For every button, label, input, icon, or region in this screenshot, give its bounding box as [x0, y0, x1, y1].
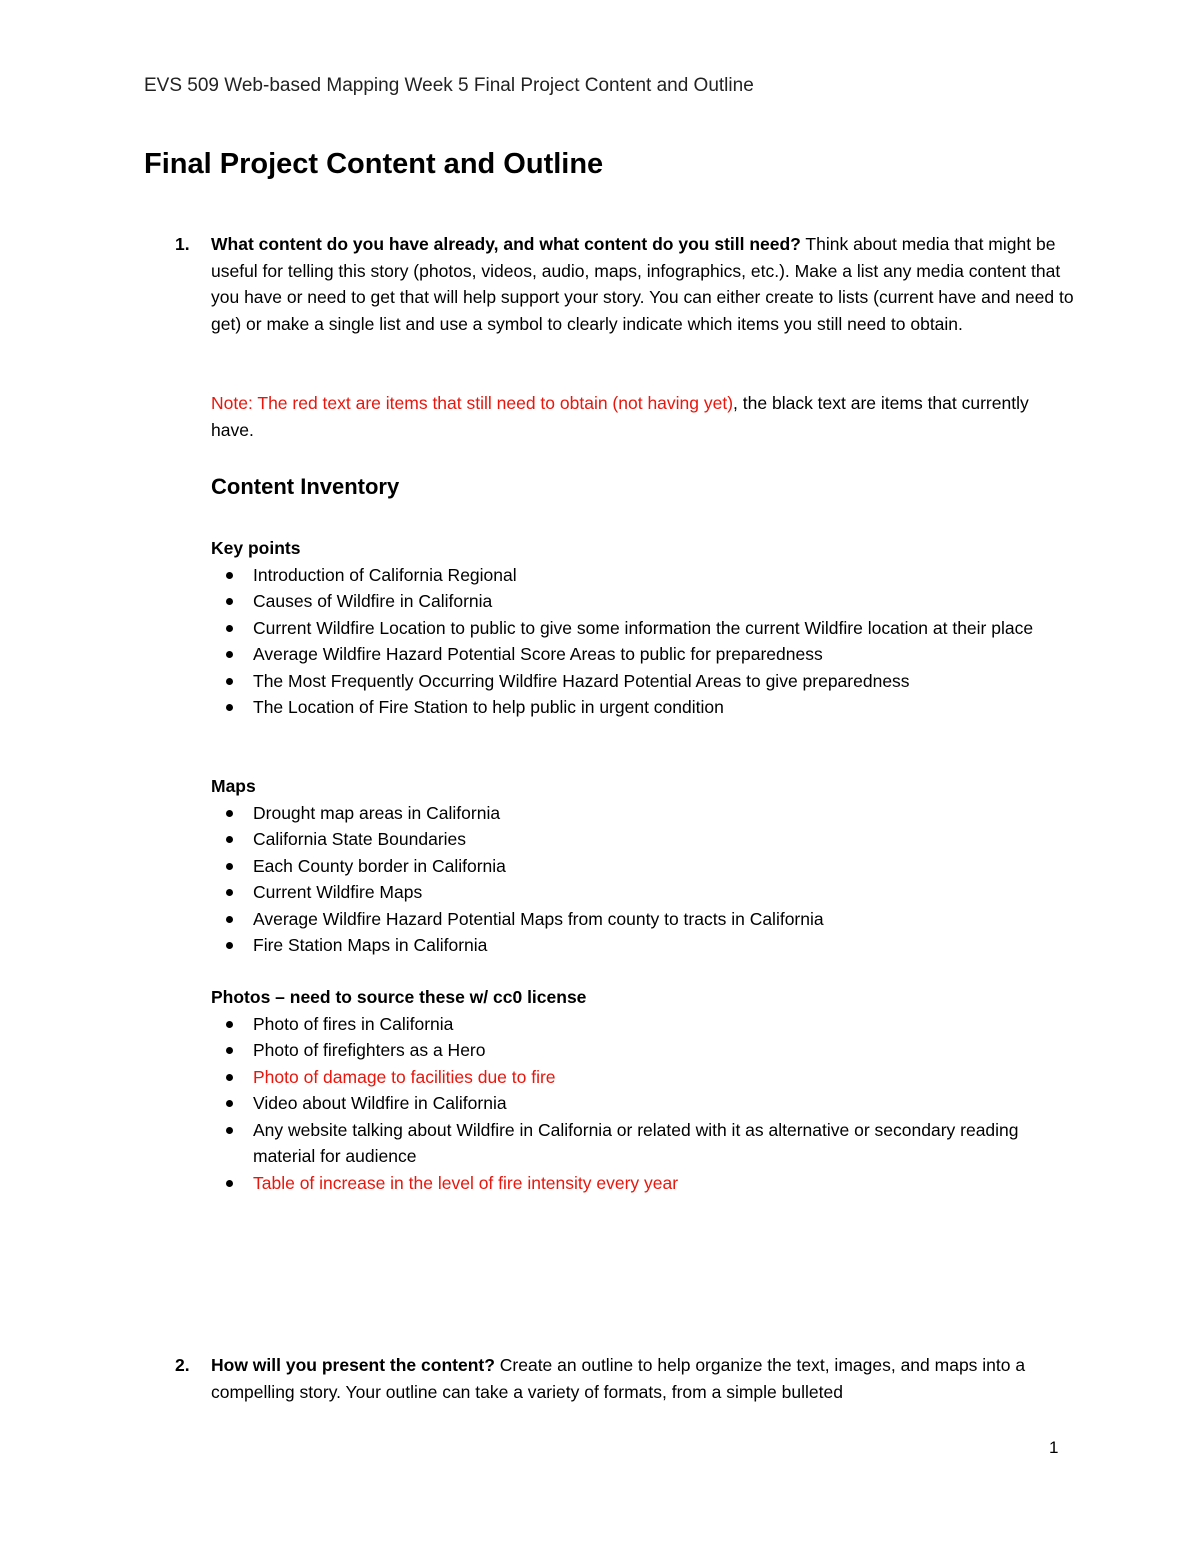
list-item — [211, 826, 1071, 853]
bullet-icon — [226, 704, 233, 711]
group-label: Photos – need to source these w/ cc0 license — [211, 987, 587, 1007]
list-item-text: Average Wildfire Hazard Potential Maps from county to tracts in California — [253, 908, 824, 929]
bullet-icon — [226, 1127, 233, 1134]
list-item-text: Any website talking about Wildfire in California or related with it as alternative or secondary reading material for audience — [253, 1119, 1019, 1166]
group-label: Key points — [211, 538, 301, 558]
list-item-text: Fire Station Maps in California — [253, 935, 488, 955]
bullet-icon — [226, 572, 233, 579]
list-item — [211, 562, 1071, 589]
question-2 — [144, 1352, 1074, 1405]
list-item-text: Causes of Wildfire in California — [253, 591, 493, 611]
bullet-icon — [226, 625, 233, 632]
list-item — [211, 1117, 1071, 1170]
list-item — [211, 906, 1071, 933]
question-bold-text: How will you present the content? — [211, 1355, 495, 1375]
bullet-icon — [226, 916, 233, 923]
list-item — [211, 932, 1071, 959]
bullet-icon — [226, 1021, 233, 1028]
list-item-text: Current Wildfire Maps — [253, 882, 423, 902]
list-item-text: Photo of firefighters as a Hero — [253, 1040, 486, 1060]
list-item — [211, 1090, 1071, 1117]
bullet-icon — [226, 863, 233, 870]
list-item-text: Photo of fires in California — [253, 1013, 454, 1034]
list-item — [211, 879, 1071, 906]
list-item — [211, 1011, 1071, 1038]
list-item — [211, 641, 1071, 668]
maps-group — [211, 773, 1071, 959]
page-header: EVS 509 Web-based Mapping Week 5 Final Project Content and Outline — [144, 75, 754, 96]
question-number: 2. — [175, 1355, 190, 1375]
bullet-icon — [226, 678, 233, 685]
bullet-icon — [226, 651, 233, 658]
page-number: 1 — [1049, 1438, 1059, 1457]
list-item — [211, 694, 1071, 721]
list-item — [211, 588, 1071, 615]
section-heading: Content Inventory — [211, 474, 400, 499]
bullet-icon — [226, 1180, 233, 1187]
question-bold-text: What content do you have already, and what content do you still need? — [211, 234, 801, 254]
question-text — [211, 231, 1074, 337]
maps-list — [211, 800, 1071, 959]
list-item — [211, 853, 1071, 880]
list-item — [211, 668, 1071, 695]
page-title: Final Project Content and Outline — [144, 148, 604, 180]
question-1 — [144, 231, 1074, 337]
group-label: Maps — [211, 776, 256, 796]
list-item-text: Drought map areas in California — [253, 802, 501, 823]
question-text — [211, 1352, 1074, 1405]
list-item-text: Average Wildfire Hazard Potential Score Areas to public for preparedness — [253, 644, 823, 664]
question-number: 1. — [175, 234, 190, 254]
legend-note — [211, 390, 1071, 443]
list-item-text: California State Boundaries — [253, 829, 467, 849]
list-item-text: Table of increase in the level of fire intensity every year — [253, 1172, 679, 1193]
photos-list — [211, 1011, 1071, 1197]
photos-group — [211, 984, 1071, 1196]
list-item-text: Introduction of California Regional — [253, 564, 517, 585]
note-black-text: , the black text are items that currently have. — [211, 393, 1029, 440]
key-points-list — [211, 562, 1071, 721]
bullet-icon — [226, 598, 233, 605]
list-item-text: Each County border in California — [253, 855, 506, 876]
bullet-icon — [226, 810, 233, 817]
list-item — [211, 800, 1071, 827]
question-body-text: Create an outline to help organize the text, images, and maps into a compelling story. Your outline can take a variety of formats, from a simple bulleted — [211, 1355, 1026, 1402]
list-item-text: The Location of Fire Station to help public in urgent condition — [253, 697, 724, 717]
key-points-group — [211, 535, 1071, 721]
list-item — [211, 1170, 1071, 1197]
bullet-icon — [226, 889, 233, 896]
bullet-icon — [226, 942, 233, 949]
bullet-icon — [226, 1074, 233, 1081]
list-item — [211, 615, 1071, 642]
bullet-icon — [226, 1047, 233, 1054]
bullet-icon — [226, 836, 233, 843]
list-item — [211, 1064, 1071, 1091]
list-item-text: The Most Frequently Occurring Wildfire Hazard Potential Areas to give preparedness — [253, 670, 910, 691]
note-red-text: Note: The red text are items that still need to obtain (not having yet) — [211, 393, 734, 413]
list-item — [211, 1037, 1071, 1064]
list-item-text: Video about Wildfire in California — [253, 1093, 507, 1113]
question-body-text: Think about media that might be useful for telling this story (photos, videos, audio, maps, infographics, etc.). Make a list any media content that you have or need to get that will help support your story. You can either create to lists (current have and need to get) or make a single list and use a symbol to clearly indicate which items you still need to obtain. — [211, 234, 1074, 334]
list-item-text: Current Wildfire Location to public to give some information the current Wildfire location at their place — [253, 617, 1034, 638]
list-item-text: Photo of damage to facilities due to fire — [253, 1066, 556, 1087]
bullet-icon — [226, 1100, 233, 1107]
